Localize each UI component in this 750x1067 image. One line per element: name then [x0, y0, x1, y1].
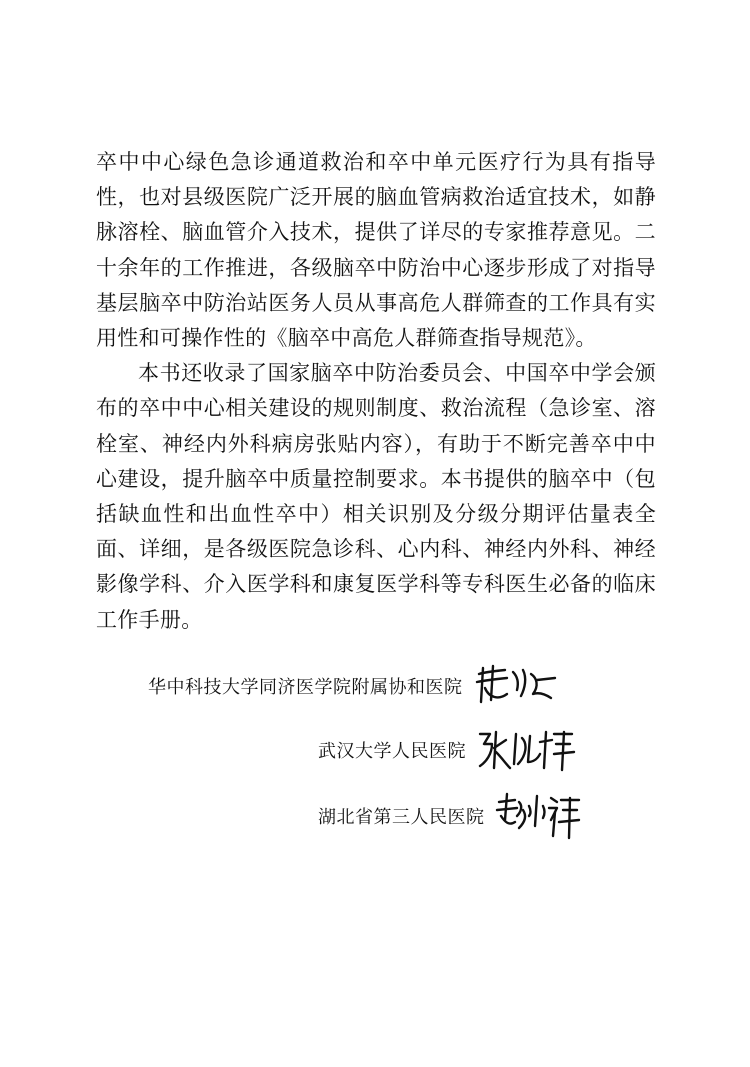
signature-organization: 华中科技大学同济医学院附属协和医院 — [148, 677, 463, 698]
handwritten-signature-image — [473, 664, 559, 708]
signature-block-xiehe — [148, 664, 559, 708]
signature-organization: 湖北省第三人民医院 — [318, 807, 485, 828]
preface-paragraph-2: 本书还收录了国家脑卒中防治委员会、中国卒中学会颁布的卒中中心相关建设的规则制度、救治流程（急诊室、溶栓室、神经内外科病房张贴内容），有助于不断完善卒中中心建设，提升脑卒中质量控制要求。本书提供的脑卒中（包括缺血性和出血性卒中）相关识别及分级分期评估量表全面、详细，是各级医院急诊科、心内科、神经内外科、神经影像学科、介入医学科和康复医学科等专科医生必备的临床工作手册。 — [96, 361, 656, 632]
preface-paragraph-1: 卒中中心绿色急诊通道救治和卒中单元医疗行为具有指导性，也对县级医院广泛开展的脑血管病救治适宜技术，如静脉溶栓、脑血管介入技术，提供了详尽的专家推荐意见。二十余年的工作推进，各级脑卒中防治中心逐步形成了对指导基层脑卒中防治站医务人员从事高危人群筛查的工作具有实用性和可操作性的《脑卒中高危人群筛查指导规范》。 — [96, 150, 656, 351]
signature-organization: 武汉大学人民医院 — [318, 741, 466, 762]
signature-block-hubei — [318, 792, 581, 840]
signature-block-whu — [318, 728, 576, 772]
handwritten-signature-image — [495, 792, 581, 840]
handwritten-signature-image — [476, 728, 576, 772]
preface-body — [96, 145, 656, 638]
